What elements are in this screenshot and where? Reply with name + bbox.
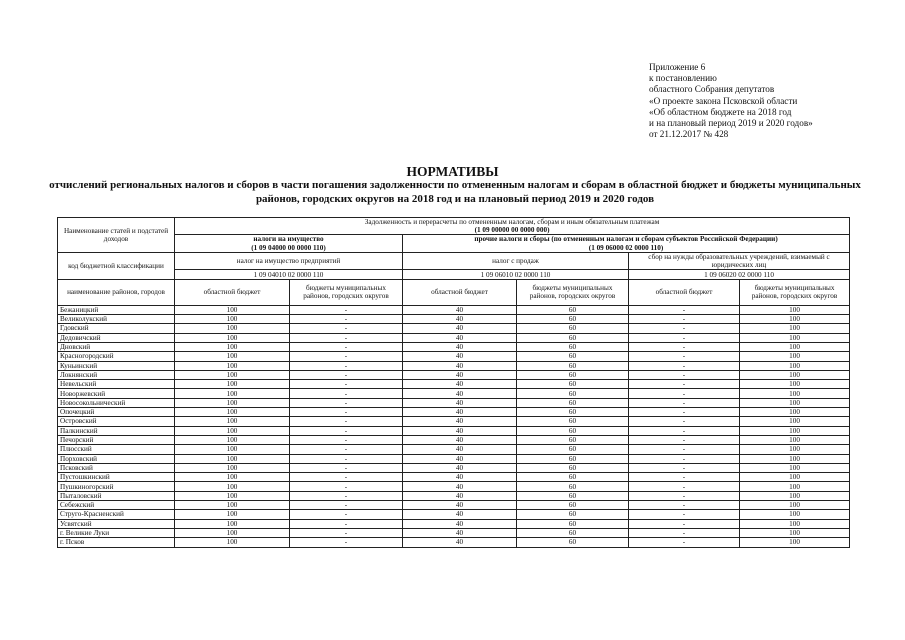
district-name-cell: Новосокольнический <box>58 398 175 407</box>
municipal-property-cell: - <box>290 528 403 537</box>
header-sales-tax: налог с продаж <box>403 252 629 270</box>
regional-education-cell: - <box>629 510 740 519</box>
table-row <box>58 398 850 407</box>
municipal-property-cell: - <box>290 324 403 333</box>
district-name-cell: г. Псков <box>58 538 175 547</box>
regional-property-cell: 100 <box>175 538 290 547</box>
regional-education-cell: - <box>629 408 740 417</box>
header-other-tax <box>403 235 850 252</box>
municipal-education-cell: 100 <box>740 361 850 370</box>
regional-property-cell: 100 <box>175 519 290 528</box>
municipal-education-cell: 100 <box>740 370 850 379</box>
regional-property-cell: 100 <box>175 426 290 435</box>
municipal-property-cell: - <box>290 445 403 454</box>
municipal-property-cell: - <box>290 361 403 370</box>
regional-property-cell: 100 <box>175 315 290 324</box>
regional-sales-cell: 40 <box>403 352 517 361</box>
regional-property-cell: 100 <box>175 333 290 342</box>
header-other-tax-label: прочие налоги и сборы (по отмененным налогам и сборам субъектов Российской Федерации) <box>474 235 778 244</box>
municipal-education-cell: 100 <box>740 380 850 389</box>
municipal-sales-cell: 60 <box>517 482 629 491</box>
regional-education-cell: - <box>629 519 740 528</box>
regional-property-cell: 100 <box>175 528 290 537</box>
municipal-property-cell: - <box>290 435 403 444</box>
table-row <box>58 510 850 519</box>
district-name-cell: Порховский <box>58 454 175 463</box>
header-municipal-budget: бюджеты муниципальных районов, городских округов <box>517 279 629 305</box>
municipal-sales-cell: 60 <box>517 454 629 463</box>
regional-sales-cell: 40 <box>403 491 517 500</box>
regional-education-cell: - <box>629 343 740 352</box>
municipal-sales-cell: 60 <box>517 473 629 482</box>
municipal-property-cell: - <box>290 426 403 435</box>
district-name-cell: Локнянский <box>58 370 175 379</box>
municipal-education-cell: 100 <box>740 473 850 482</box>
municipal-education-cell: 100 <box>740 408 850 417</box>
municipal-sales-cell: 60 <box>517 538 629 547</box>
municipal-sales-cell: 60 <box>517 435 629 444</box>
municipal-education-cell: 100 <box>740 482 850 491</box>
municipal-sales-cell: 60 <box>517 510 629 519</box>
regional-sales-cell: 40 <box>403 454 517 463</box>
table-row <box>58 435 850 444</box>
district-name-cell: Пыталовский <box>58 491 175 500</box>
municipal-property-cell: - <box>290 519 403 528</box>
header-debt-group-code: (1 09 00000 00 0000 000) <box>474 226 550 235</box>
municipal-property-cell: - <box>290 305 403 314</box>
table-row <box>58 417 850 426</box>
regional-sales-cell: 40 <box>403 305 517 314</box>
district-name-cell: Островский <box>58 417 175 426</box>
municipal-property-cell: - <box>290 408 403 417</box>
district-name-cell: Пушкиногорский <box>58 482 175 491</box>
header-property-tax-code: (1 09 04000 00 0000 110) <box>251 243 326 252</box>
municipal-education-cell: 100 <box>740 389 850 398</box>
municipal-education-cell: 100 <box>740 491 850 500</box>
regional-property-cell: 100 <box>175 417 290 426</box>
municipal-education-cell: 100 <box>740 519 850 528</box>
municipal-property-cell: - <box>290 501 403 510</box>
municipal-sales-cell: 60 <box>517 352 629 361</box>
appendix-line: «Об областном бюджете на 2018 год <box>649 106 792 117</box>
municipal-property-cell: - <box>290 389 403 398</box>
header-municipal-budget: бюджеты муниципальных районов, городских округов <box>290 279 403 305</box>
regional-property-cell: 100 <box>175 370 290 379</box>
municipal-property-cell: - <box>290 398 403 407</box>
table-row <box>58 380 850 389</box>
regional-property-cell: 100 <box>175 398 290 407</box>
district-name-cell: г. Великие Луки <box>58 528 175 537</box>
header-property-tax-label: налоги на имущество <box>253 235 324 244</box>
regional-sales-cell: 40 <box>403 370 517 379</box>
header-debt-group-label: Задолженность и перерасчеты по отмененным налогам, сборам и иным обязательным платежам <box>364 218 660 226</box>
table-row <box>58 389 850 398</box>
regional-sales-cell: 40 <box>403 463 517 472</box>
appendix-block <box>649 62 899 140</box>
regional-education-cell: - <box>629 473 740 482</box>
regional-education-cell: - <box>629 380 740 389</box>
table-row <box>58 454 850 463</box>
municipal-education-cell: 100 <box>740 538 850 547</box>
table-row <box>58 426 850 435</box>
municipal-education-cell: 100 <box>740 528 850 537</box>
header-other-tax-code: (1 09 06000 02 0000 110) <box>588 243 664 252</box>
regional-education-cell: - <box>629 352 740 361</box>
regional-education-cell: - <box>629 528 740 537</box>
municipal-education-cell: 100 <box>740 315 850 324</box>
municipal-education-cell: 100 <box>740 454 850 463</box>
municipal-education-cell: 100 <box>740 510 850 519</box>
regional-education-cell: - <box>629 501 740 510</box>
municipal-sales-cell: 60 <box>517 519 629 528</box>
municipal-sales-cell: 60 <box>517 315 629 324</box>
table-row <box>58 473 850 482</box>
municipal-education-cell: 100 <box>740 324 850 333</box>
district-name-cell: Куньинский <box>58 361 175 370</box>
table-row <box>58 333 850 342</box>
regional-property-cell: 100 <box>175 491 290 500</box>
regional-property-cell: 100 <box>175 501 290 510</box>
municipal-sales-cell: 60 <box>517 408 629 417</box>
header-budget-code-label: код бюджетной классификации <box>58 252 175 279</box>
municipal-education-cell: 100 <box>740 501 850 510</box>
municipal-property-cell: - <box>290 454 403 463</box>
table-row <box>58 501 850 510</box>
municipal-sales-cell: 60 <box>517 463 629 472</box>
table-row <box>58 538 850 547</box>
district-name-cell: Палкинский <box>58 426 175 435</box>
header-item-names: Наименование статей и подстатей доходов <box>58 218 175 253</box>
district-name-cell: Усвятский <box>58 519 175 528</box>
municipal-education-cell: 100 <box>740 445 850 454</box>
regional-property-cell: 100 <box>175 473 290 482</box>
municipal-property-cell: - <box>290 343 403 352</box>
appendix-line: областного Собрания депутатов <box>649 84 775 95</box>
regional-education-cell: - <box>629 315 740 324</box>
table-row <box>58 445 850 454</box>
table-row <box>58 491 850 500</box>
table-row <box>58 408 850 417</box>
regional-property-cell: 100 <box>175 343 290 352</box>
regional-property-cell: 100 <box>175 454 290 463</box>
municipal-sales-cell: 60 <box>517 491 629 500</box>
district-name-cell: Гдовский <box>58 324 175 333</box>
header-enterprise-tax: налог на имущество предприятий <box>175 252 403 270</box>
regional-sales-cell: 40 <box>403 333 517 342</box>
regional-education-cell: - <box>629 333 740 342</box>
municipal-education-cell: 100 <box>740 398 850 407</box>
municipal-sales-cell: 60 <box>517 370 629 379</box>
regional-sales-cell: 40 <box>403 417 517 426</box>
regional-education-cell: - <box>629 445 740 454</box>
municipal-sales-cell: 60 <box>517 426 629 435</box>
regional-property-cell: 100 <box>175 324 290 333</box>
regional-sales-cell: 40 <box>403 389 517 398</box>
header-municipal-budget: бюджеты муниципальных районов, городских округов <box>740 279 850 305</box>
municipal-property-cell: - <box>290 463 403 472</box>
regional-education-cell: - <box>629 324 740 333</box>
municipal-sales-cell: 60 <box>517 445 629 454</box>
district-name-cell: Новоржевский <box>58 389 175 398</box>
appendix-line: и на плановый период 2019 и 2020 годов» <box>649 118 813 129</box>
document-title: НОРМАТИВЫ <box>406 164 499 179</box>
table-body <box>58 305 850 547</box>
regional-sales-cell: 40 <box>403 445 517 454</box>
municipal-property-cell: - <box>290 473 403 482</box>
regional-education-cell: - <box>629 491 740 500</box>
regional-education-cell: - <box>629 370 740 379</box>
district-name-cell: Себежский <box>58 501 175 510</box>
regional-education-cell: - <box>629 361 740 370</box>
table-row <box>58 305 850 314</box>
table-row <box>58 519 850 528</box>
municipal-sales-cell: 60 <box>517 305 629 314</box>
municipal-property-cell: - <box>290 510 403 519</box>
table-row <box>58 361 850 370</box>
regional-sales-cell: 40 <box>403 501 517 510</box>
municipal-property-cell: - <box>290 370 403 379</box>
municipal-property-cell: - <box>290 538 403 547</box>
header-district-label: наименование районов, городов <box>58 279 175 305</box>
table-row <box>58 315 850 324</box>
regional-education-cell: - <box>629 417 740 426</box>
district-name-cell: Печорский <box>58 435 175 444</box>
municipal-property-cell: - <box>290 482 403 491</box>
municipal-education-cell: 100 <box>740 417 850 426</box>
municipal-sales-cell: 60 <box>517 398 629 407</box>
header-regional-budget: областной бюджет <box>403 279 517 305</box>
municipal-education-cell: 100 <box>740 343 850 352</box>
regional-property-cell: 100 <box>175 482 290 491</box>
table-row <box>58 352 850 361</box>
header-enterprise-tax-code: 1 09 04010 02 0000 110 <box>175 270 403 279</box>
regional-property-cell: 100 <box>175 352 290 361</box>
regional-property-cell: 100 <box>175 445 290 454</box>
regional-property-cell: 100 <box>175 389 290 398</box>
district-name-cell: Пустошкинский <box>58 473 175 482</box>
municipal-education-cell: 100 <box>740 305 850 314</box>
header-sales-tax-code: 1 09 06010 02 0000 110 <box>403 270 629 279</box>
regional-education-cell: - <box>629 538 740 547</box>
district-name-cell: Опочецкий <box>58 408 175 417</box>
municipal-sales-cell: 60 <box>517 389 629 398</box>
header-debt-group <box>175 218 850 235</box>
regional-property-cell: 100 <box>175 380 290 389</box>
district-name-cell: Струго-Красненский <box>58 510 175 519</box>
regional-sales-cell: 40 <box>403 473 517 482</box>
district-name-cell: Плюсский <box>58 445 175 454</box>
district-name-cell: Красногородский <box>58 352 175 361</box>
header-property-tax <box>175 235 403 252</box>
regional-sales-cell: 40 <box>403 510 517 519</box>
regional-sales-cell: 40 <box>403 519 517 528</box>
appendix-line: к постановлению <box>649 73 717 84</box>
regional-sales-cell: 40 <box>403 361 517 370</box>
regional-property-cell: 100 <box>175 510 290 519</box>
document-subtitle: отчислений региональных налогов и сборов в части погашения задолженности по отмененным налогам и сборам в областной бюджет и бюджеты муниципальных районов, городских округов на 2018 год и на плановый период 2019 и 2020 годов <box>49 179 861 205</box>
table-row <box>58 482 850 491</box>
regional-property-cell: 100 <box>175 361 290 370</box>
regional-education-cell: - <box>629 482 740 491</box>
header-education-fee: сбор на нужды образовательных учреждений, взимаемый с юридических лиц <box>629 252 850 270</box>
regional-sales-cell: 40 <box>403 528 517 537</box>
municipal-property-cell: - <box>290 333 403 342</box>
norms-table <box>57 217 850 548</box>
regional-property-cell: 100 <box>175 435 290 444</box>
regional-property-cell: 100 <box>175 463 290 472</box>
regional-sales-cell: 40 <box>403 408 517 417</box>
district-name-cell: Дедовичский <box>58 333 175 342</box>
table-row <box>58 324 850 333</box>
regional-education-cell: - <box>629 389 740 398</box>
municipal-sales-cell: 60 <box>517 501 629 510</box>
regional-sales-cell: 40 <box>403 398 517 407</box>
district-name-cell: Невельский <box>58 380 175 389</box>
appendix-line: от 21.12.2017 № 428 <box>649 129 729 140</box>
table-row <box>58 370 850 379</box>
municipal-property-cell: - <box>290 315 403 324</box>
municipal-sales-cell: 60 <box>517 333 629 342</box>
regional-sales-cell: 40 <box>403 426 517 435</box>
header-education-fee-code: 1 09 06020 02 0000 110 <box>629 270 850 279</box>
municipal-property-cell: - <box>290 491 403 500</box>
regional-sales-cell: 40 <box>403 482 517 491</box>
municipal-sales-cell: 60 <box>517 380 629 389</box>
regional-property-cell: 100 <box>175 305 290 314</box>
municipal-sales-cell: 60 <box>517 361 629 370</box>
municipal-sales-cell: 60 <box>517 417 629 426</box>
regional-education-cell: - <box>629 305 740 314</box>
district-name-cell: Псковский <box>58 463 175 472</box>
municipal-sales-cell: 60 <box>517 324 629 333</box>
municipal-sales-cell: 60 <box>517 528 629 537</box>
municipal-property-cell: - <box>290 380 403 389</box>
header-regional-budget: областной бюджет <box>175 279 290 305</box>
municipal-sales-cell: 60 <box>517 343 629 352</box>
regional-sales-cell: 40 <box>403 315 517 324</box>
municipal-property-cell: - <box>290 417 403 426</box>
regional-sales-cell: 40 <box>403 380 517 389</box>
regional-education-cell: - <box>629 463 740 472</box>
regional-education-cell: - <box>629 454 740 463</box>
header-regional-budget: областной бюджет <box>629 279 740 305</box>
municipal-education-cell: 100 <box>740 333 850 342</box>
district-name-cell: Бежаницкий <box>58 305 175 314</box>
table-row <box>58 528 850 537</box>
regional-education-cell: - <box>629 426 740 435</box>
district-name-cell: Великолукский <box>58 315 175 324</box>
municipal-education-cell: 100 <box>740 426 850 435</box>
table-row <box>58 463 850 472</box>
regional-education-cell: - <box>629 398 740 407</box>
municipal-education-cell: 100 <box>740 435 850 444</box>
municipal-property-cell: - <box>290 352 403 361</box>
municipal-education-cell: 100 <box>740 463 850 472</box>
regional-sales-cell: 40 <box>403 435 517 444</box>
appendix-line: Приложение 6 <box>649 62 706 72</box>
regional-sales-cell: 40 <box>403 343 517 352</box>
table-row <box>58 343 850 352</box>
regional-property-cell: 100 <box>175 408 290 417</box>
regional-sales-cell: 40 <box>403 538 517 547</box>
regional-education-cell: - <box>629 435 740 444</box>
district-name-cell: Дновский <box>58 343 175 352</box>
appendix-line: «О проекте закона Псковской области <box>649 95 798 106</box>
regional-sales-cell: 40 <box>403 324 517 333</box>
municipal-education-cell: 100 <box>740 352 850 361</box>
